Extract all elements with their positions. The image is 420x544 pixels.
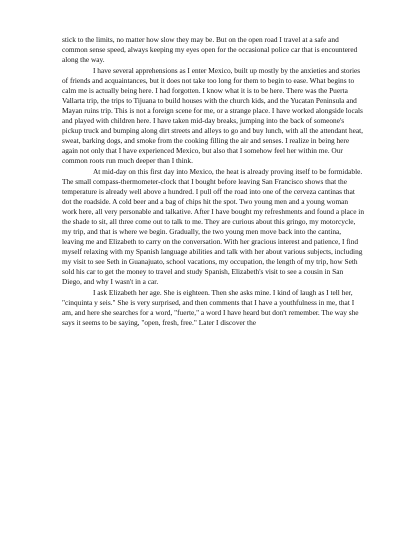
paragraph-1: stick to the limits, no matter how slow they may be. But on the open road I travel at a safe and common sense speed, always keeping my eyes open for the occasional police car that is encountered along the way.: [62, 35, 358, 64]
paragraph-3: At mid-day on this first day into Mexico, the heat is already proving itself to be formidable. The small compass-thermometer-clock that I bought before leaving San Francisco shows that the temperature is already well above a hundred. I pull off the road into one of the cerveza cantinas that dot the roadside. A cold beer and a bag of chips hit the spot. Two young men and a young woman work here, all very personable and talkative. After I have bought my refreshments and found a place in the shade to sit, all three come out to talk to me. They are curious about this gringo, my motorcycle, my trip, and that is where we begin. Gradually, the two young men move back into the cantina, leaving me and Elizabeth to carry on the conversation. With her gracious interest and patience, I find myself relaxing with my Spanish language abilities and talk with her about various subjects, including my visit to see Seth in Guanajuato, school vacations, my occupation, the length of my trip, how Seth sold his car to get the money to travel and study Spanish, Elizabeth's visit to see a cousin in San Diego, and why I wasn't in a car.: [62, 167, 365, 286]
document-page: [62, 35, 364, 329]
paragraph-4: I ask Elizabeth her age. She is eighteen. Then she asks mine. I kind of laugh as I tell her, "cinquinta y seis." She is very surprised, and then comments that I have a youthfulness in me, that I am, and here she searches for a word, "fuerte," a word I have heard but don't remember. The way she says it seems to be saying, "open, fresh, free." Later I discover the: [62, 288, 359, 327]
paragraph-2: I have several apprehensions as I enter Mexico, built up mostly by the anxieties and stories of friends and acquaintances, but it does not take too long for them to begin to ease. What begins to calm me is actually being here. I had forgotten. I know what it is to be here. There was the Puerta Vallarta trip, the trips to Tijuana to build houses with the church kids, and the Yucatan Peninsula and Mayan ruins trip. This is not a foreign scene for me, or a strange place. I have worked alongside locals and played with children here. I have taken mid-day breaks, jumping into the back of someone's pickup truck and bumping along dirt streets and alleys to go and buy lunch, with all the attendant heat, sweat, barking dogs, and smoke from the cooking filling the air and senses. I realize in being here again not only that I have experienced Mexico, but also that I somehow feel her within me. Our common roots run much deeper than I think.: [62, 66, 364, 165]
